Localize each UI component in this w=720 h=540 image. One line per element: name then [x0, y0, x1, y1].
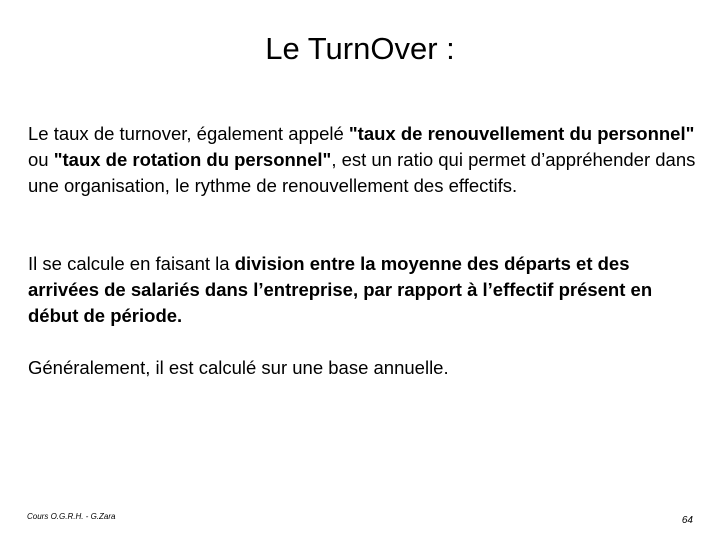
footer-credit: Cours O.G.R.H. - G.Zara	[27, 512, 116, 521]
paragraph-definition-bold-2: "taux de rotation du personnel"	[53, 149, 332, 170]
paragraph-calculation-bold-1: division entre la moyenne des départs et des arrivées de salariés dans l’entreprise, par rapport à l’effectif présent en début de période.	[28, 253, 653, 326]
paragraph-frequency	[28, 355, 698, 381]
paragraph-calculation	[28, 251, 698, 329]
paragraph-definition-bold-1: "taux de renouvellement du personnel"	[348, 123, 695, 144]
page-number: 64	[681, 515, 693, 526]
paragraph-definition-text-3: , est un ratio qui permet d’appréhender dans une organisation, le rythme de renouvellement des effectifs.	[28, 149, 696, 196]
paragraph-definition-text-1: Le taux de turnover, également appelé	[28, 123, 349, 144]
paragraph-definition-text-2: ou	[28, 149, 54, 170]
paragraph-calculation-text-1: Il se calcule en faisant la	[28, 253, 235, 274]
paragraph-definition	[28, 121, 698, 199]
slide-title: Le TurnOver :	[265, 31, 455, 66]
paragraph-frequency-text-1: Généralement, il est calculé sur une base annuelle.	[28, 357, 449, 378]
